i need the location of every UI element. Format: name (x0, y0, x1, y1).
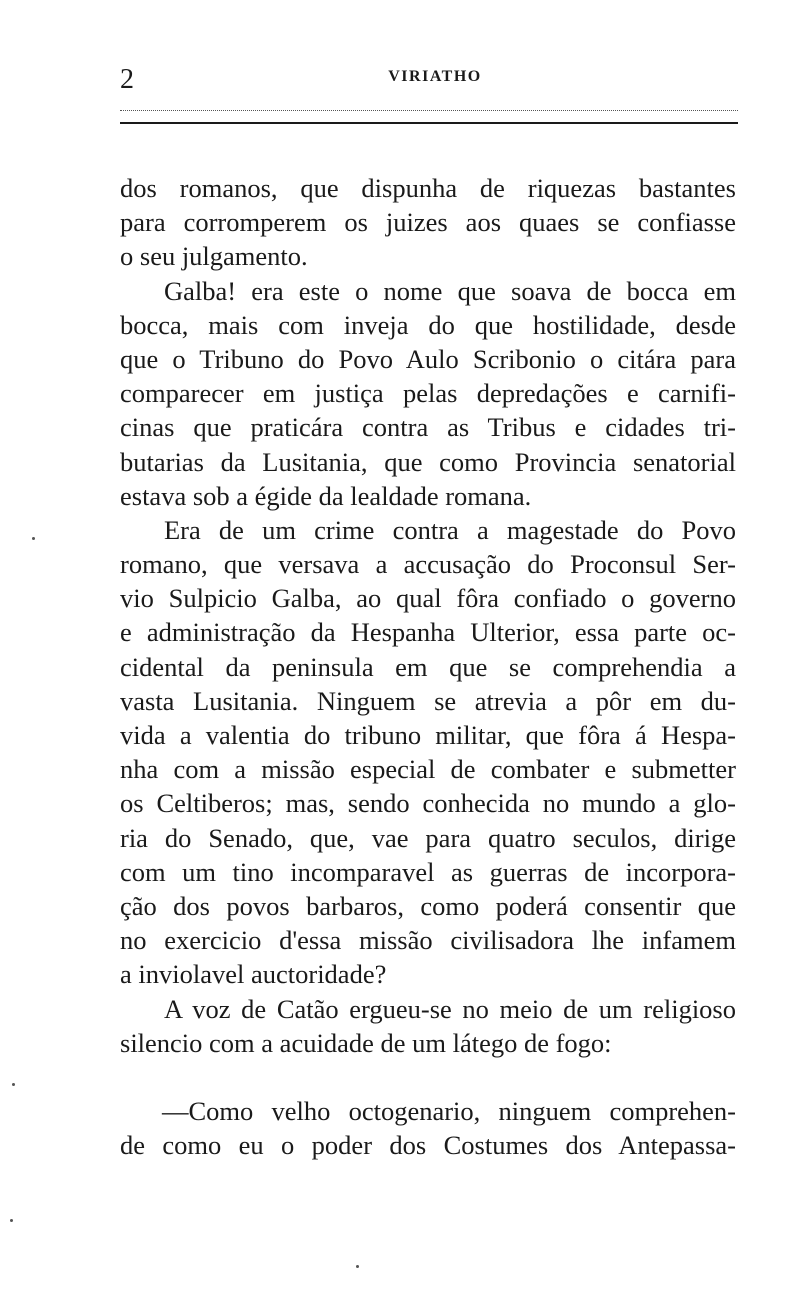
header-rule-dotted (120, 110, 738, 111)
text-line: romano, que versava a accusação do Proconsul Ser- (120, 549, 736, 580)
text-line: silencio com a acuidade de um látego de fogo: (120, 1027, 612, 1058)
text-line: comparecer em justiça pelas depredações e carnifi- (120, 378, 736, 409)
text-line: a inviolavel auctoridade? (120, 959, 387, 990)
text-line: Galba! era este o nome que soava de bocca em (164, 275, 736, 306)
scan-speck (12, 1083, 15, 1086)
text-line: e administração da Hespanha Ulterior, essa parte oc- (120, 617, 736, 648)
text-line: Era de um crime contra a magestade do Povo (164, 514, 736, 545)
text-line: bocca, mais com inveja do que hostilidade, desde (120, 309, 736, 340)
text-line: estava sob a égide da lealdade romana. (120, 480, 532, 511)
running-head (120, 64, 738, 96)
text-line: vida a valentia do tribuno militar, que fôra á Hespa- (120, 720, 736, 750)
text-line: de como eu o poder dos Costumes dos Antepassa- (120, 1130, 736, 1161)
running-title: VIRIATHO (388, 68, 482, 85)
paragraph-gap (120, 1060, 736, 1094)
text-line: A voz de Catão ergueu-se no meio de um religioso (164, 993, 736, 1024)
scan-speck (356, 1265, 359, 1268)
text-line: vio Sulpicio Galba, ao qual fôra confiado o governo (120, 583, 736, 614)
text-line: para corromperem os juizes aos quaes se confiasse (120, 207, 736, 238)
text-line: com um tino incomparavel as guerras de incorpora- (120, 856, 736, 887)
text-line: ção dos povos barbaros, como poderá consentir que (120, 890, 736, 921)
body-text (120, 171, 736, 1162)
text-line: cidental da peninsula em que se comprehendia a (120, 651, 736, 682)
text-line: cinas que praticára contra as Tribus e cidades tri- (120, 412, 736, 443)
text-line: nha com a missão especial de combater e submetter (120, 754, 736, 785)
scan-speck (10, 1219, 13, 1222)
text-line: no exercicio d'essa missão civilisadora lhe infamem (120, 925, 736, 956)
text-line: ria do Senado, que, vae para quatro seculos, dirige (120, 822, 736, 853)
text-line: o seu julgamento. (120, 241, 308, 272)
text-line: —Como velho octogenario, ninguem comprehen- (162, 1096, 736, 1127)
text-line: dos romanos, que dispunha de riquezas bastantes (120, 173, 736, 203)
header-rule-solid (120, 122, 738, 124)
text-line: que o Tribuno do Povo Aulo Scribonio o citára para (120, 343, 736, 374)
scan-speck (32, 537, 35, 540)
text-line: vasta Lusitania. Ninguem se atrevia a pôr em du- (120, 685, 736, 716)
page-number: 2 (120, 64, 134, 95)
text-line: os Celtiberos; mas, sendo conhecida no mundo a glo- (120, 788, 736, 819)
text-line: butarias da Lusitania, que como Provincia senatorial (120, 446, 736, 477)
